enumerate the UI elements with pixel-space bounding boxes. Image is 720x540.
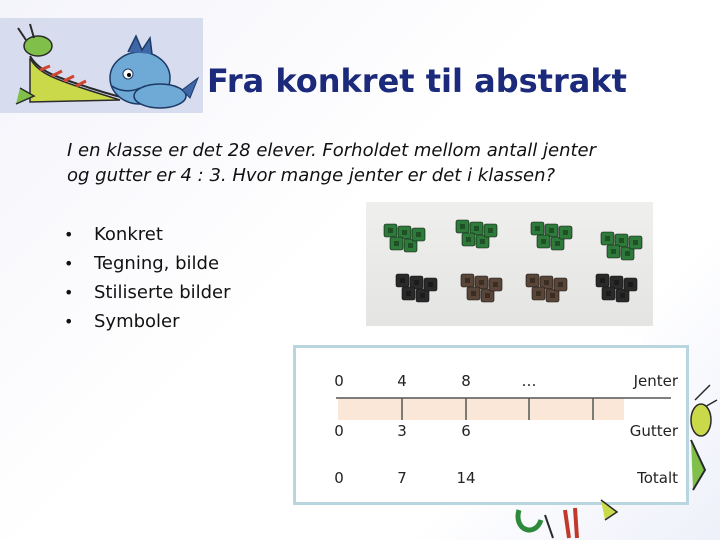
list-item-label: Konkret bbox=[94, 224, 163, 245]
cube-stud bbox=[620, 293, 625, 298]
cube-stud bbox=[614, 280, 619, 285]
strip-value: 0 bbox=[334, 422, 344, 440]
cube-stud bbox=[619, 238, 624, 243]
cube-stud bbox=[388, 228, 393, 233]
list-item-label: Symboler bbox=[94, 311, 180, 332]
bullet-dot: • bbox=[64, 312, 74, 331]
cube-stud bbox=[541, 239, 546, 244]
list-item-label: Tegning, bilde bbox=[94, 253, 220, 274]
strip-row-label: Jenter bbox=[633, 372, 678, 390]
list-item bbox=[64, 307, 231, 336]
list-item bbox=[64, 278, 231, 307]
strip-value: 6 bbox=[461, 422, 471, 440]
bullet-dot: • bbox=[64, 254, 74, 273]
cube-stud bbox=[420, 293, 425, 298]
cube-photo-icon bbox=[366, 202, 653, 326]
cube-stud bbox=[488, 228, 493, 233]
cube-stud bbox=[474, 226, 479, 231]
cube-stud bbox=[408, 243, 413, 248]
cube-stud bbox=[535, 226, 540, 231]
cube-stud bbox=[605, 236, 610, 241]
strip-value: 0 bbox=[334, 469, 344, 487]
cube-stud bbox=[416, 232, 421, 237]
cube-stud bbox=[555, 241, 560, 246]
cartoon-character-decoration bbox=[505, 380, 720, 540]
cube-stud bbox=[394, 241, 399, 246]
cube-stud bbox=[406, 291, 411, 296]
cube-stud bbox=[466, 237, 471, 242]
cube-stud bbox=[460, 224, 465, 229]
representation-list bbox=[64, 220, 231, 336]
cube-stud bbox=[628, 282, 633, 287]
strip-value: 0 bbox=[334, 372, 344, 390]
cube-stud bbox=[530, 278, 535, 283]
strip-value: … bbox=[521, 372, 537, 390]
slide-title: Fra konkret til abstrakt bbox=[207, 62, 627, 100]
cube-stud bbox=[633, 240, 638, 245]
cube-stud bbox=[414, 280, 419, 285]
cartoon-characters-logo bbox=[0, 18, 203, 113]
list-item bbox=[64, 220, 231, 249]
strip-row-label: Gutter bbox=[629, 422, 678, 440]
cube-stud bbox=[479, 280, 484, 285]
cube-stud bbox=[563, 230, 568, 235]
bullet-dot: • bbox=[64, 225, 74, 244]
problem-line-1: I en klasse er det 28 elever. Forholdet mellom antall jenter bbox=[67, 140, 597, 161]
cube-stud bbox=[550, 293, 555, 298]
cube-stud bbox=[625, 251, 630, 256]
cube-stud bbox=[493, 282, 498, 287]
problem-text bbox=[67, 138, 687, 188]
strip-value: 7 bbox=[397, 469, 407, 487]
cube-stud bbox=[536, 291, 541, 296]
cube-stud bbox=[544, 280, 549, 285]
cube-stud bbox=[611, 249, 616, 254]
cube-stud bbox=[471, 291, 476, 296]
cartoon-characters-icon bbox=[0, 18, 203, 113]
cube-stud bbox=[558, 282, 563, 287]
cube-stud bbox=[549, 228, 554, 233]
cube-stud bbox=[428, 282, 433, 287]
strip-value: 4 bbox=[397, 372, 407, 390]
cube-stud bbox=[480, 239, 485, 244]
strip-value: 8 bbox=[461, 372, 471, 390]
strip-row-label: Totalt bbox=[637, 469, 678, 487]
bullet-dot: • bbox=[64, 283, 74, 302]
list-item bbox=[64, 249, 231, 278]
problem-line-2: og gutter er 4 : 3. Hvor mange jenter er det i klassen? bbox=[67, 165, 556, 186]
strip-value: 14 bbox=[456, 469, 476, 487]
cube-stud bbox=[400, 278, 405, 283]
cube-stud bbox=[600, 278, 605, 283]
cube-stud bbox=[485, 293, 490, 298]
cube-stud bbox=[402, 230, 407, 235]
list-item-label: Stiliserte bilder bbox=[94, 282, 231, 303]
cube-stud bbox=[606, 291, 611, 296]
strip-value: 3 bbox=[397, 422, 407, 440]
cube-photo bbox=[366, 202, 653, 326]
cube-stud bbox=[465, 278, 470, 283]
